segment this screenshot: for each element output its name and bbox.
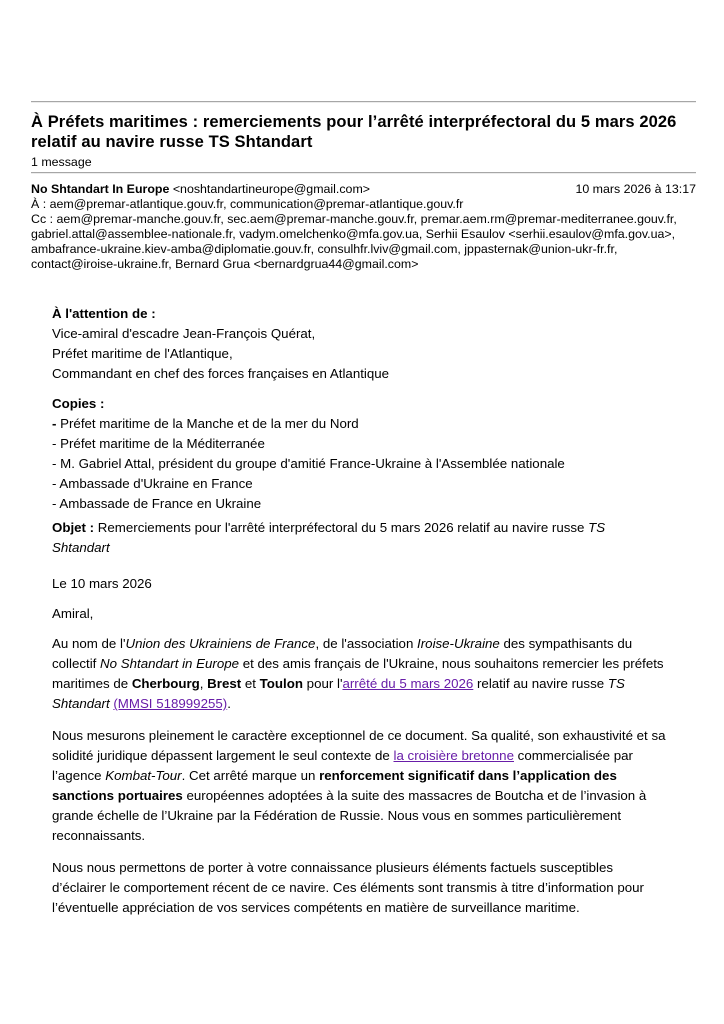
sender [31,182,370,197]
attention-block [52,304,696,384]
text-segment: <noshtandartineurope@gmail.com> [169,182,370,196]
message-date: 10 mars 2026 à 13:17 [575,182,696,196]
text-line [52,454,696,474]
text-line [31,257,696,272]
paragraph-2 [52,726,696,846]
text-segment: d’éclairer le comportement récent de ce navire. Ces éléments sont transmis à titre d’information pour [52,880,644,895]
text-segment: Kombat-Tour [105,768,182,783]
text-segment: Commandant en chef des forces françaises en Atlantique [52,366,390,381]
text-segment: Cherbourg [131,676,200,691]
paragraph-1 [52,634,696,714]
from-row [31,182,696,197]
text-line [52,878,696,898]
text-segment: l’agence [52,768,106,783]
text-line [52,304,696,324]
text-line [52,344,696,364]
text-segment: - Préfet maritime de la Méditerranée [52,436,265,451]
text-segment: Le 10 mars 2026 [52,576,152,591]
text-segment: . [227,696,231,711]
text-segment: Préfet maritime de la Manche et de la mer du Nord [60,416,359,431]
text-segment: reconnaissants. [52,828,146,843]
text-segment: Nous nous permettons de porter à votre connaissance plusieurs éléments factuels susceptibles [52,860,613,875]
text-segment: À : aem@premar-atlantique.gouv.fr, communication@premar-atlantique.gouv.fr [31,197,464,211]
text-segment: Au nom de l' [52,636,126,651]
text-line [52,746,696,766]
text-line [31,212,696,227]
salutation [52,604,696,624]
subject-divider [31,172,696,174]
text-line [52,604,696,624]
text-line [52,518,696,538]
text-line [52,786,696,806]
text-segment: et [241,676,260,691]
text-segment: No Shtandart in Europe [100,656,240,671]
text-segment: No Shtandart In Europe [31,182,170,196]
text-segment: TS [588,520,606,535]
text-segment: grande échelle de l’Ukraine par la Fédération de Russie. Nous vous en sommes particulièrement [52,808,622,823]
text-segment: pour l' [302,676,343,691]
objet-block [52,518,696,558]
text-line [52,806,696,826]
text-segment: - [52,416,61,431]
text-line [52,634,696,654]
text-segment: - Ambassade de France en Ukraine [52,496,262,511]
text-segment: renforcement significatif dans l’application des [319,768,617,783]
text-line [52,414,696,434]
text-line [52,694,696,714]
message-body [52,304,696,918]
text-line [52,674,696,694]
text-line [52,654,696,674]
text-segment: Cc : aem@premar-manche.gouv.fr, sec.aem@premar-manche.gouv.fr, premar.aem.rm@premar-mediterranee.gouv.fr, [31,212,677,226]
email-body-link[interactable]: arrêté du 5 mars 2026 [342,676,474,691]
text-line [52,858,696,878]
text-segment: À l'attention de : [52,306,156,321]
text-line [31,197,696,212]
date-line [52,574,696,594]
text-segment: . Cet arrêté marque un [181,768,320,783]
text-line [52,434,696,454]
cc-recipients [31,212,696,272]
text-segment: Objet : [52,520,95,535]
text-segment: relatif au navire russe [473,676,608,691]
text-line [52,474,696,494]
text-segment: , [199,676,208,691]
text-segment: des sympathisants du [499,636,633,651]
text-segment: ambafrance-ukraine.kiev-amba@diplomatie.gouv.fr, consulhfr.lviv@gmail.com, jppasternak@union-ukr-fr.fr, [31,242,618,256]
text-segment: sanctions portuaires [52,788,183,803]
text-line [31,242,696,257]
text-segment: Union des Ukrainiens de France [125,636,316,651]
text-line [52,494,696,514]
text-segment: Shtandart [52,540,110,555]
text-line [52,538,696,558]
text-segment: gabriel.attal@assemblee-nationale.fr, vadym.omelchenko@mfa.gov.ua, Serhii Esaulov <serhii.esaulov@mfa.gov.ua>, [31,227,676,241]
text-segment: - Ambassade d'Ukraine en France [52,476,253,491]
text-line [52,898,696,918]
text-line [52,574,696,594]
text-line [52,364,696,384]
text-segment: commercialisée par [513,748,633,763]
email-body-link[interactable]: (MMSI 518999255) [113,696,228,711]
text-line [52,726,696,746]
text-segment: Iroise-Ukraine [417,636,500,651]
paragraph-3 [52,858,696,918]
text-segment: et des amis français de l'Ukraine, nous souhaitons remercier les préfets [239,656,664,671]
text-segment: Brest [207,676,242,691]
text-line [52,766,696,786]
text-segment: Remerciements pour l'arrêté interpréfectoral du 5 mars 2026 relatif au navire russe [94,520,589,535]
text-segment: Toulon [259,676,303,691]
message-header [31,182,696,272]
text-segment: - M. Gabriel Attal, président du groupe d'amitié France-Ukraine à l'Assemblée nationale [52,456,565,471]
text-segment: contact@iroise-ukraine.fr, Bernard Grua <bernardgrua44@gmail.com> [31,257,419,271]
text-segment: Nous mesurons pleinement le caractère exceptionnel de ce document. Sa qualité, son exhaustivité et sa [52,728,666,743]
text-segment: solidité juridique dépassent largement le seul contexte de [52,748,394,763]
email-body-link[interactable]: la croisière bretonne [393,748,514,763]
to-recipients [31,197,696,212]
text-line [52,826,696,846]
text-segment: Amiral, [52,606,94,621]
email-subject: À Préfets maritimes : remerciements pour l’arrêté interpréfectoral du 5 mars 2026 relatif au navire russe TS Shtandart [31,113,677,151]
text-segment: Copies : [52,396,105,411]
text-segment: TS [607,676,625,691]
text-line [31,227,696,242]
text-segment: européennes adoptées à la suite des massacres de Boutcha et de l’invasion à [182,788,647,803]
text-line [52,394,696,414]
text-segment: maritimes de [52,676,132,691]
message-count: 1 message [31,155,92,169]
text-segment: l’éventuelle appréciation de vos services compétents en matière de surveillance maritime. [52,900,580,915]
text-segment: Vice-amiral d'escadre Jean-François Quérat, [52,326,316,341]
text-line [52,324,696,344]
header-top-divider [31,101,696,103]
text-segment: Préfet maritime de l'Atlantique, [52,346,233,361]
text-segment: collectif [52,656,101,671]
text-segment: , de l'association [315,636,418,651]
copies-block [52,394,696,514]
text-segment: Shtandart [52,696,114,711]
